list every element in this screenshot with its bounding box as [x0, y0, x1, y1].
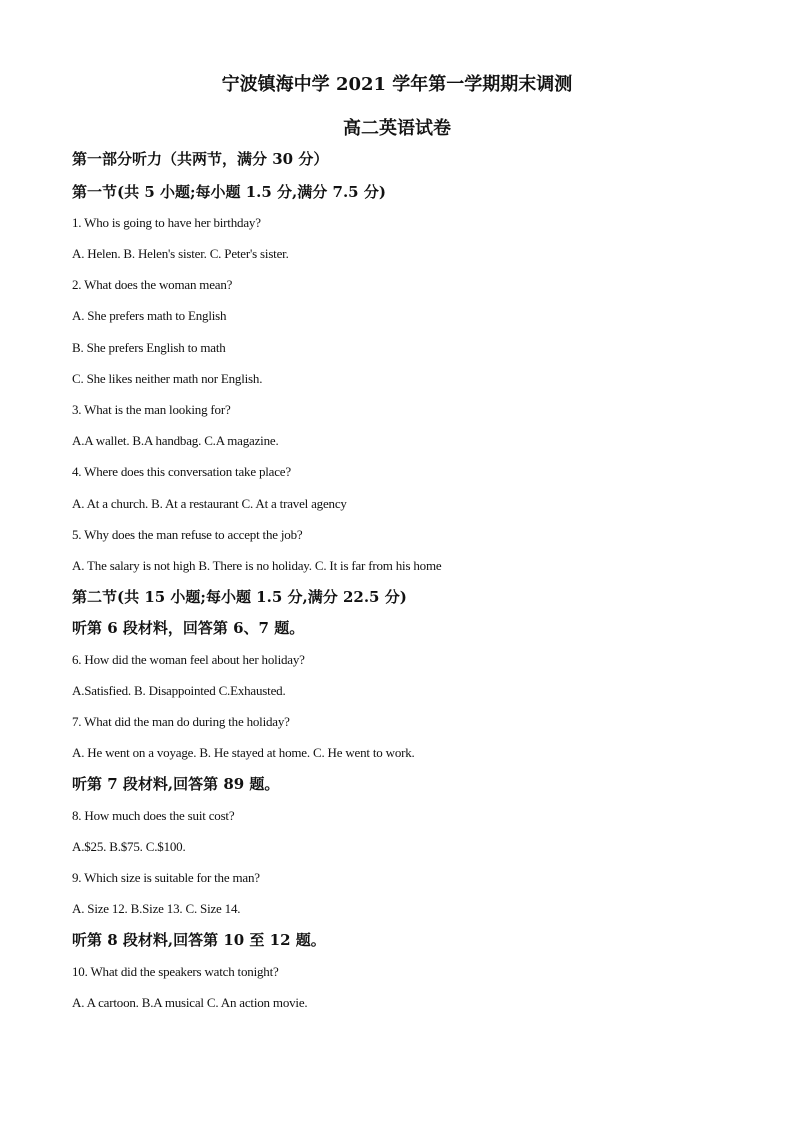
question-8-stem: 8. How much does the suit cost?: [72, 808, 235, 823]
question-2-option-c: C. She likes neither math nor English.: [72, 371, 263, 386]
material-6-heading: 听第 6 段材料，回答第 6、7 题。: [72, 619, 305, 637]
question-4-options: A. At a church. B. At a restaurant C. At a travel agency: [72, 496, 347, 511]
material-8-heading: 听第 8 段材料,回答第 10 至 12 题。: [72, 931, 326, 949]
question-7-stem: 7. What did the man do during the holiday?: [72, 714, 290, 729]
question-8-options: A.$25. B.$75. C.$100.: [72, 839, 186, 854]
question-5-stem: 5. Why does the man refuse to accept the job?: [72, 527, 303, 542]
question-2-option-b: B. She prefers English to math: [72, 340, 226, 355]
part1-heading: 第一节(共 5 小题;每小题 1.5 分,满分 7.5 分): [72, 183, 386, 201]
material-7-heading: 听第 7 段材料,回答第 89 题。: [72, 775, 280, 793]
question-1-stem: 1. Who is going to have her birthday?: [72, 215, 261, 230]
section-heading-listening: 第一部分听力（共两节，满分 30 分）: [72, 150, 329, 168]
question-10-options: A. A cartoon. B.A musical C. An action movie.: [72, 995, 308, 1010]
question-3-stem: 3. What is the man looking for?: [72, 402, 231, 417]
question-10-stem: 10. What did the speakers watch tonight?: [72, 964, 279, 979]
question-9-options: A. Size 12. B.Size 13. C. Size 14.: [72, 901, 241, 916]
question-5-options: A. The salary is not high B. There is no holiday. C. It is far from his home: [72, 558, 442, 573]
question-6-options: A.Satisfied. B. Disappointed C.Exhausted.: [72, 683, 286, 698]
question-3-options: A.A wallet. B.A handbag. C.A magazine.: [72, 433, 279, 448]
question-2-stem: 2. What does the woman mean?: [72, 277, 233, 292]
question-6-stem: 6. How did the woman feel about her holiday?: [72, 652, 305, 667]
part2-heading: 第二节(共 15 小题;每小题 1.5 分,满分 22.5 分): [72, 588, 407, 606]
exam-subtitle: 高二英语试卷: [343, 118, 451, 139]
question-1-options: A. Helen. B. Helen's sister. C. Peter's sister.: [72, 246, 289, 261]
question-4-stem: 4. Where does this conversation take place?: [72, 464, 291, 479]
question-2-option-a: A. She prefers math to English: [72, 308, 227, 323]
exam-title: 宁波镇海中学 2021 学年第一学期期末调测: [221, 74, 573, 95]
question-9-stem: 9. Which size is suitable for the man?: [72, 870, 260, 885]
question-7-options: A. He went on a voyage. B. He stayed at home. C. He went to work.: [72, 745, 415, 760]
